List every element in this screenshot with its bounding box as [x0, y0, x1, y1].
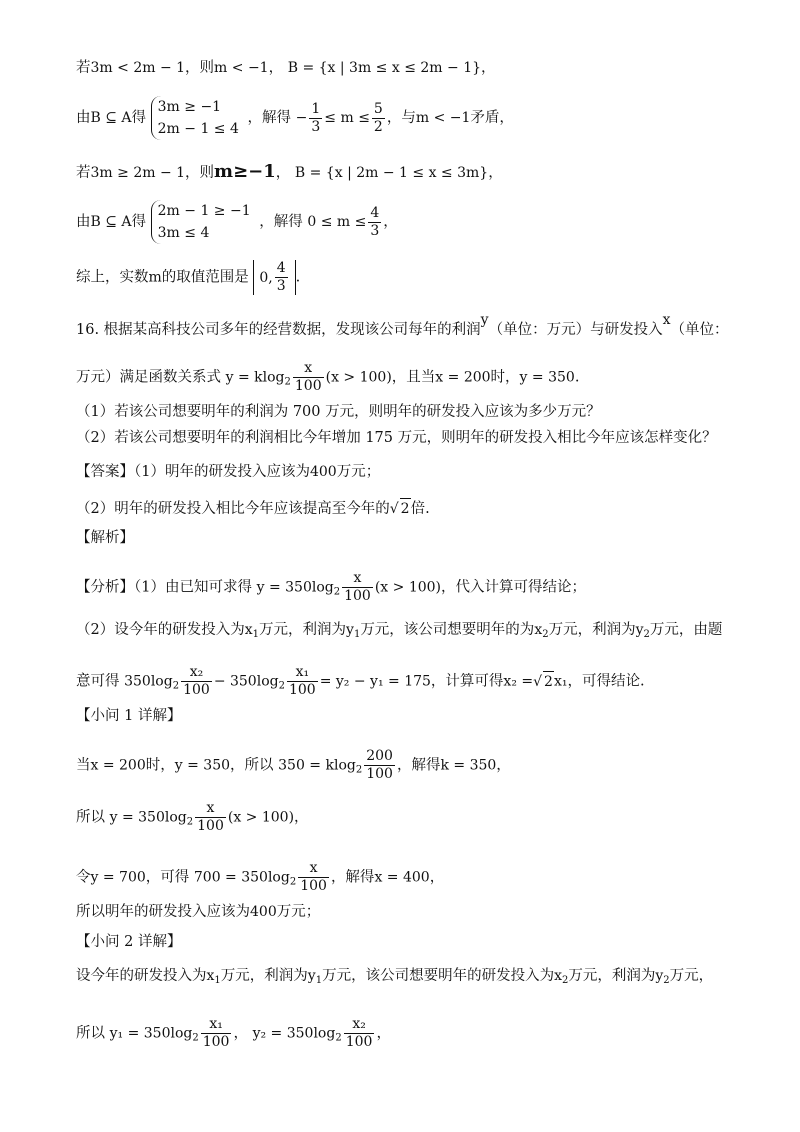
- fraction: $\frac{4}{3}$: [370, 204, 380, 239]
- sub1-line1: 当x = 200时，y = 350，所以 350 = klog$_2$ $\frac{200}{100}$ ，解得k = 350，: [76, 748, 511, 782]
- analysis-line2: （2）设今年的研发投入为$x_1$万元，利润为$y_1$万元，该公司想要明年的为$x_2$万元，利润为$y_2$万元，由题: [76, 622, 723, 640]
- analysis-heading: 【解析】: [76, 530, 134, 546]
- analysis-line3: 意可得 $350\log_2$ $\frac{\text{x₂}}{100}$ − $350\log_2$ $\frac{\text{x₁}}{100}$ = y₂ − y₁ = 175，计算可得x₂ =√ 2x₁，可得结论.: [76, 664, 645, 698]
- line-conclusion: 综上，实数m的取值范围是 0, $\frac{4}{3}$ .: [76, 260, 301, 294]
- interval: 0, $\frac{4}{3}$: [253, 260, 295, 295]
- question-16-part2: （2）若该公司想要明年的利润相比今年增加 175 万元，则明年的研发投入相比今年应该怎样变化？: [76, 430, 717, 446]
- fraction: $\frac{1}{3}$: [311, 100, 321, 135]
- question-16-line2: 万元）满足函数关系式 y = klog$_2$ $\frac{x}{100}$ (x > 100)，且当x = 200时，y = 350.: [76, 360, 580, 394]
- line-system2: 由B ⊆ A得 2m − 1 ≥ −1 3m ≤ 4 ，解得 0 ≤ m ≤ $\frac{4}{3}$ ，: [76, 200, 760, 244]
- inequality-system: 3m ≥ −1 2m − 1 ≤ 4: [151, 96, 239, 140]
- sub1-line2: 所以 $y = 350\log_2$ $\frac{x}{100}$ (x > 100)，: [76, 800, 309, 834]
- sub1-heading: 【小问 1 详解】: [76, 708, 182, 724]
- line-case1: 若3m < 2m − 1，则m < −1， B = {x | 3m ≤ x ≤ 2m − 1}，: [76, 60, 496, 76]
- inequality-system: 2m − 1 ≥ −1 3m ≤ 4: [151, 200, 251, 244]
- sub2-line1: 设今年的研发投入为$x_1$万元，利润为$y_1$万元，该公司想要明年的研发投入为$x_2$万元，利润为$y_2$万元，: [76, 968, 714, 986]
- line-system1: 由B ⊆ A得 3m ≥ −1 2m − 1 ≤ 4 ，解得 − $\frac{1}{3}$ ≤ m ≤ $\frac{5}{2}$ ，与m < −1矛盾，: [76, 96, 760, 140]
- sub2-line2: 所以 $y_1 = 350\log_2$ $\frac{\text{x₁}}{100}$ ， $y_2 = 350\log_2$ $\frac{\text{x₂}}{100}$ ，: [76, 1016, 391, 1050]
- answer-line1: 【答案】（1）明年的研发投入应该为400万元；: [76, 464, 381, 480]
- question-16-part1: （1）若该公司想要明年的利润为 700 万元，则明年的研发投入应该为多少万元？: [76, 404, 601, 420]
- sub1-line3: 令y = 700，可得 $700 = 350\log_2$ $\frac{x}{100}$ ，解得x = 400，: [76, 860, 445, 894]
- question-16-line1: 16. 根据某高科技公司多年的经营数据，发现该公司每年的利润y（单位：万元）与研发投入x（单位：: [76, 312, 729, 338]
- answer-line2: （2）明年的研发投入相比今年应该提高至今年的√ 2倍.: [76, 498, 760, 519]
- analysis-line1: 【分析】（1）由已知可求得 $y = 350\log_2$ $\frac{x}{100}$ (x > 100)，代入计算可得结论；: [76, 570, 587, 604]
- fraction: $\frac{5}{2}$: [373, 100, 383, 135]
- sub1-line4: 所以明年的研发投入应该为400万元；: [76, 904, 321, 920]
- sub2-heading: 【小问 2 详解】: [76, 934, 182, 950]
- line-case2: 若3m ≥ 2m − 1，则m≥−1， B = {x | 2m − 1 ≤ x ≤ 3m}，: [76, 161, 503, 182]
